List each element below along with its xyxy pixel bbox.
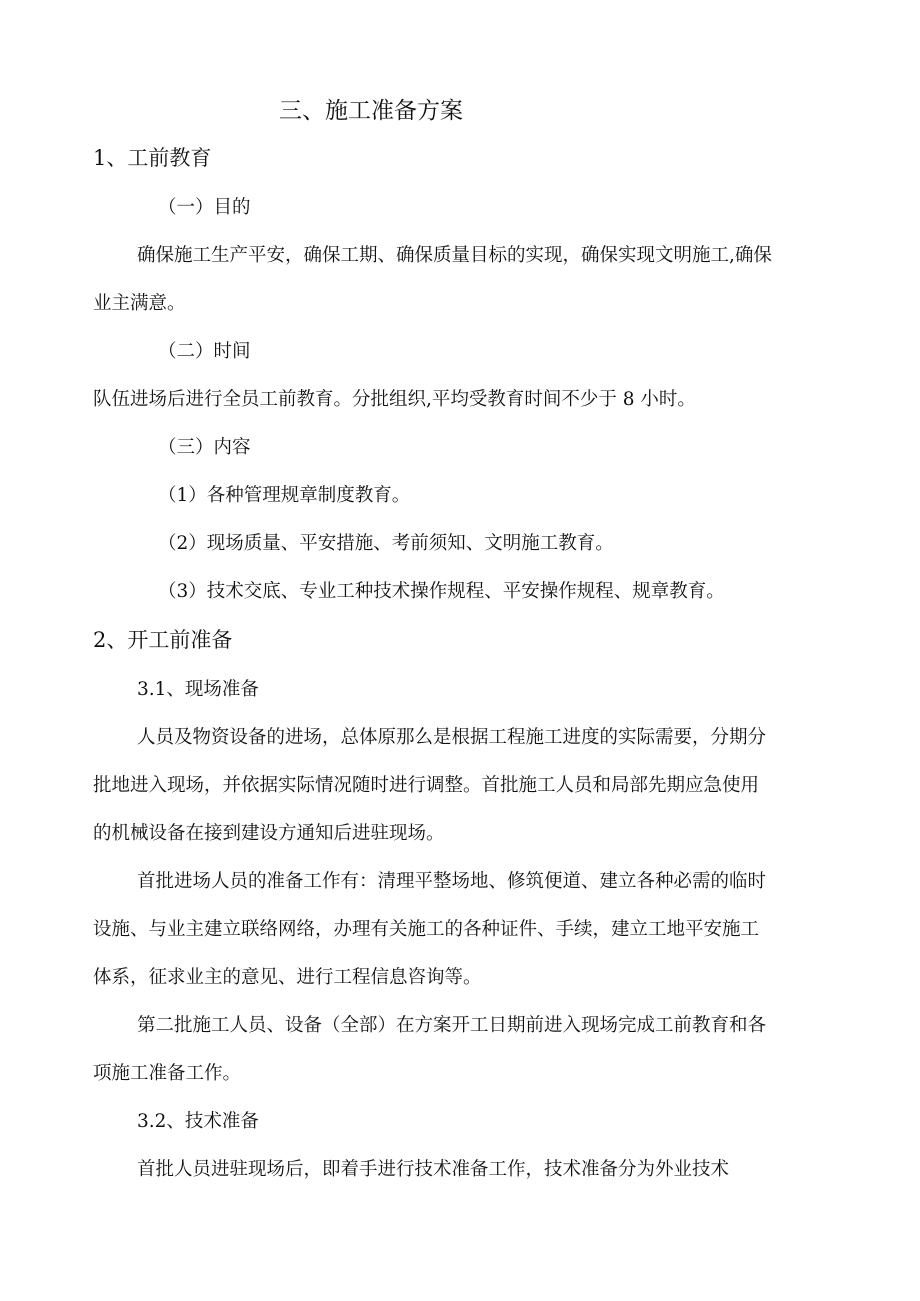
list-item: （3）技术交底、专业工种技术操作规程、平安操作规程、规章教育。 (158, 581, 725, 602)
paragraph-line: 设施、与业主建立联络网络，办理有关施工的各种证件、手续，建立工地平安施工 (93, 919, 760, 940)
paragraph-line: 第二批施工人员、设备（全部）在方案开工日期前进入现场完成工前教育和各 (137, 1015, 767, 1036)
paragraph-line: 确保施工生产平安，确保工期、确保质量目标的实现，确保实现文明施工,确保 (137, 245, 772, 266)
paragraph-line: 批地进入现场，并依据实际情况随时进行调整。首批施工人员和局部先期应急使用 (93, 775, 760, 796)
paragraph-line: 项施工准备工作。 (93, 1063, 242, 1084)
section-heading-1: 1、工前教育 (93, 146, 212, 170)
subsection-label-tech-prep: 3.2、技术准备 (137, 1111, 259, 1132)
page-title: 三、施工准备方案 (279, 98, 463, 124)
subsection-label-site-prep: 3.1、现场准备 (137, 679, 259, 700)
paragraph-line: 队伍进场后进行全员工前教育。分批组织,平均受教育时间不少于 8 小时。 (93, 389, 696, 410)
list-item: （2）现场质量、平安措施、考前须知、文明施工教育。 (158, 533, 614, 554)
paragraph-line: 首批进场人员的准备工作有：清理平整场地、修筑便道、建立各种必需的临时 (137, 871, 767, 892)
list-item: （1）各种管理规章制度教育。 (158, 485, 411, 506)
paragraph-line: 人员及物资设备的进场，总体原那么是根据工程施工进度的实际需要，分期分 (137, 727, 767, 748)
paragraph-line: 首批人员进驻现场后，即着手进行技术准备工作，技术准备分为外业技术 (137, 1159, 730, 1180)
subsection-label-time: （二）时间 (158, 341, 251, 362)
subsection-label-content: （三）内容 (158, 437, 251, 458)
paragraph-line: 体系，征求业主的意见、进行工程信息咨询等。 (93, 967, 482, 988)
section-heading-2: 2、开工前准备 (93, 628, 233, 652)
subsection-label-purpose: （一）目的 (158, 197, 251, 218)
paragraph-line: 的机械设备在接到建设方通知后进驻现场。 (93, 823, 445, 844)
paragraph-line: 业主满意。 (93, 293, 186, 314)
